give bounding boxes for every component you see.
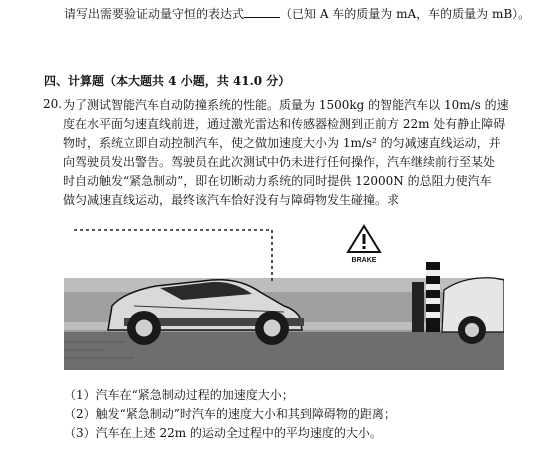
section-title: 四、计算题（本大题共 4 小题，共 41.0 分） — [44, 74, 291, 88]
answer-blank — [244, 6, 280, 18]
sub-question-3: （3）汽车在上述 22m 的运动全过程中的平均速度的大小。 — [64, 426, 382, 440]
question-line: 物时，系统立即自动控制汽车，使之做加速度大小为 1m/s² 的匀减速直线运动，并 — [63, 136, 501, 150]
section-heading — [44, 73, 290, 89]
question-body — [63, 96, 509, 210]
question-line: 为了测试智能汽车自动防撞系统的性能。质量为 1500kg 的智能汽车以 10m/s 的速 — [63, 98, 509, 112]
question-line: 做匀减速直线运动，最终该汽车恰好没有与障碍物发生碰撞。求 — [63, 193, 400, 207]
sub-question-1: （1）汽车在“紧急制动过程的加速度大小； — [64, 388, 294, 402]
car-braking-figure — [64, 222, 504, 370]
previous-question-prefix: 请写出需要验证动量守恒的表达式 — [64, 7, 245, 21]
sub-question-2: （2）触发“紧急制动”时汽车的速度大小和其到障碍物的距离； — [64, 407, 396, 421]
previous-question-suffix: （已知 A 车的质量为 mA，车的质量为 mB）。 — [280, 7, 531, 21]
question-line: 度在水平面匀速直线前进，通过激光雷达和传感器检测到正前方 22m 处有静止障碍 — [63, 117, 506, 131]
previous-question-tail — [64, 6, 530, 22]
question-line: 时自动触发“紧急制动”，即在切断动力系统的同时提供 12000N 的总阻力使汽车 — [63, 174, 492, 188]
brake-sign-label: BRAKE — [351, 257, 377, 264]
question-line: 向驾驶员发出警告。驾驶员在此次测试中仍未进行任何操作，汽车继续前行至某处 — [63, 155, 496, 169]
question-number: 20. — [43, 97, 63, 111]
